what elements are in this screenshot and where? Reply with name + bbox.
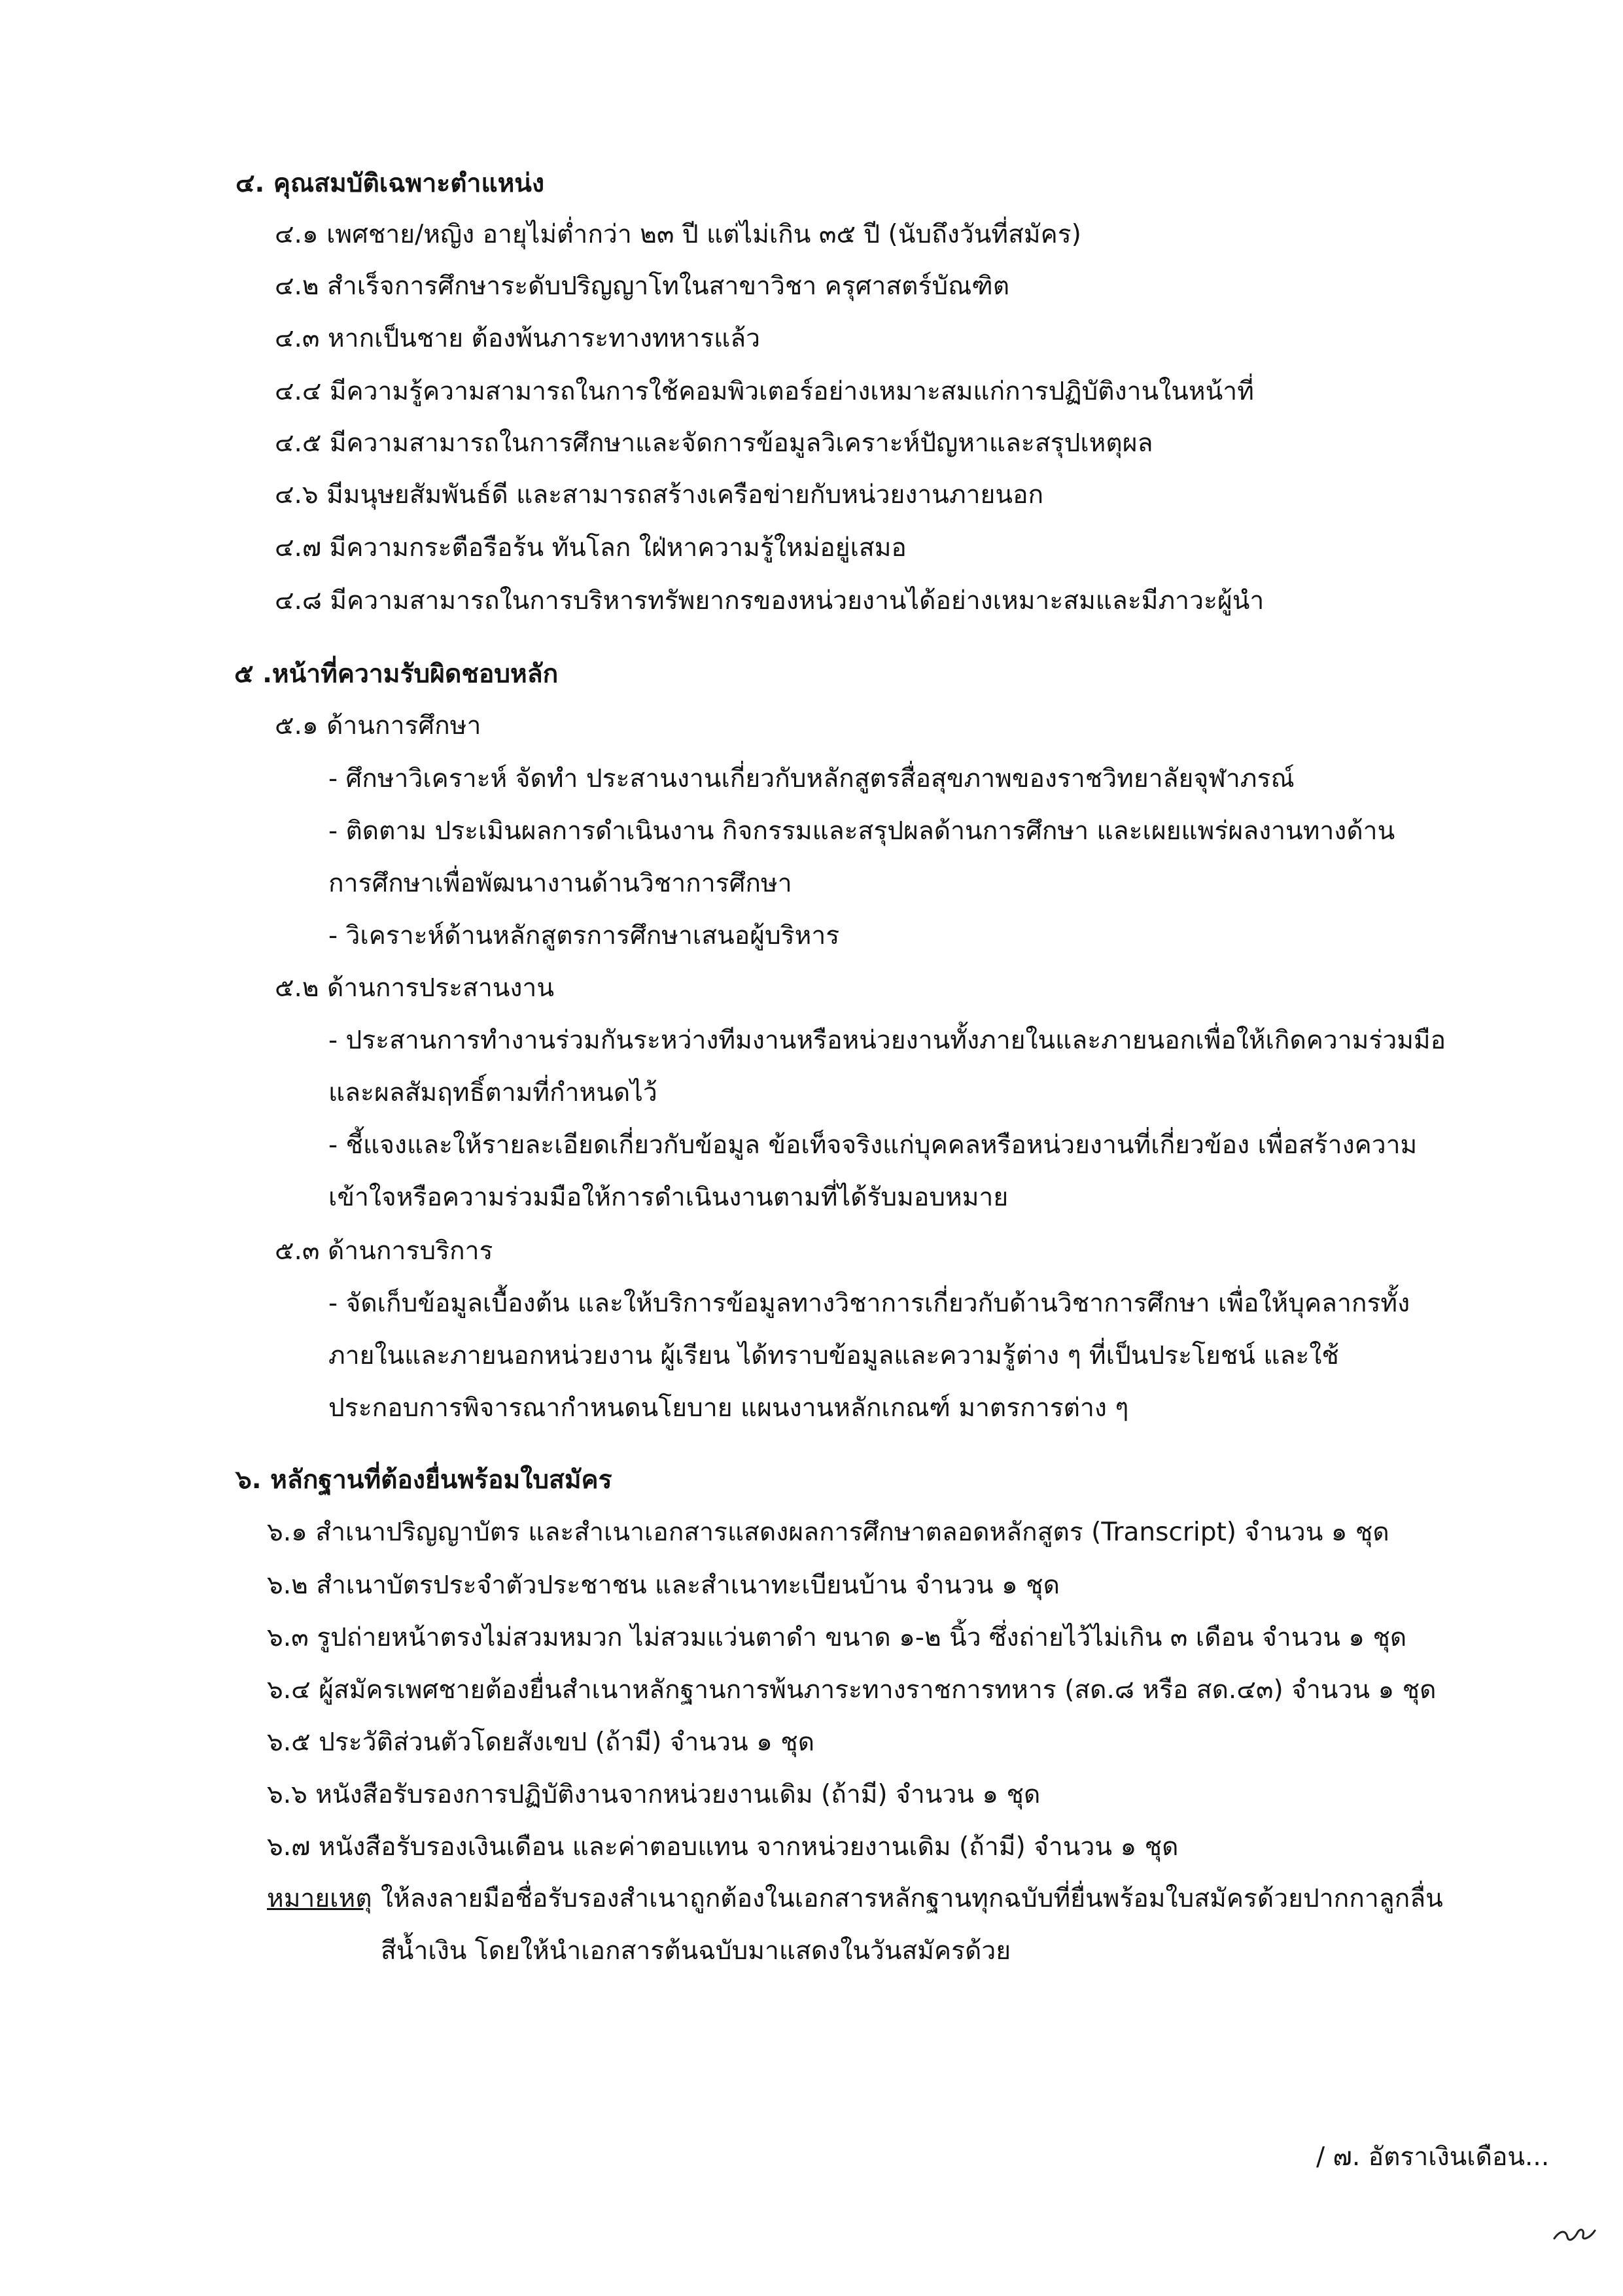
duty-line: - ชี้แจงและให้รายละเอียดเกี่ยวกับข้อมูล ข้อเท็จจริงแก่บุคคลหรือหน่วยงานที่เกี่ยวข้อง เพื่อสร้างความ (328, 1130, 1418, 1160)
duty-line: - ติดตาม ประเมินผลการดำเนินงาน กิจกรรมและสรุปผลด้านการศึกษา และเผยแพร่ผลงานทางด้าน (328, 816, 1395, 846)
qualification-item: ๔.๒ สำเร็จการศึกษาระดับปริญญาโทในสาขาวิชา ครุศาสตร์บัณฑิต (275, 271, 1010, 301)
document-item: ๖.๒ สำเนาบัตรประจำตัวประชาชน และสำเนาทะเบียนบ้าน จำนวน ๑ ชุด (267, 1571, 1060, 1600)
qualification-item: ๔.๓ หากเป็นชาย ต้องพ้นภาระทางทหารแล้ว (275, 324, 761, 353)
subsection-title: ๕.๒ ด้านการประสานงาน (275, 973, 554, 1003)
section-6-heading: ๖. หลักฐานที่ต้องยื่นพร้อมใบสมัคร (236, 1465, 612, 1495)
page-continuation: / ๗. อัตราเงินเดือน... (1316, 2142, 1550, 2172)
document-item: ๖.๓ รูปถ่ายหน้าตรงไม่สวมหมวก ไม่สวมแว่นตาดำ ขนาด ๑-๒ นิ้ว ซึ่งถ่ายไว้ไม่เกิน ๓ เดือน จำนวน ๑ ชุด (267, 1623, 1407, 1652)
note-line: ให้ลงลายมือชื่อรับรองสำเนาถูกต้องในเอกสารหลักฐานทุกฉบับที่ยื่นพร้อมใบสมัครด้วยปากกาลูกลื่น (381, 1884, 1443, 1913)
qualification-item: ๔.๕ มีความสามารถในการศึกษาและจัดการข้อมูลวิเคราะห์ปัญหาและสรุปเหตุผล (275, 428, 1153, 458)
note-line: สีน้ำเงิน โดยให้นำเอกสารต้นฉบับมาแสดงในวันสมัครด้วย (381, 1936, 1011, 1966)
document-item: ๖.๔ ผู้สมัครเพศชายต้องยื่นสำเนาหลักฐานการพ้นภาระทางราชการทหาร (สด.๘ หรือ สด.๔๓) จำนวน ๑ ชุด (267, 1675, 1437, 1705)
duty-line: ภายในและภายนอกหน่วยงาน ผู้เรียน ได้ทราบข้อมูลและความรู้ต่าง ๆ ที่เป็นประโยชน์ และใช้ (328, 1341, 1339, 1370)
duty-line: - ประสานการทำงานร่วมกันระหว่างทีมงานหรือหน่วยงานทั้งภายในและภายนอกเพื่อให้เกิดความร่วมมือ (328, 1026, 1446, 1055)
section-5-heading: ๕ .หน้าที่ความรับผิดชอบหลัก (234, 659, 559, 689)
duty-line: - วิเคราะห์ด้านหลักสูตรการศึกษาเสนอผู้บริหาร (328, 921, 840, 950)
subsection-title: ๕.๓ ด้านการบริการ (275, 1236, 493, 1266)
duty-line: และผลสัมฤทธิ์ตามที่กำหนดไว้ (328, 1078, 657, 1107)
document-item: ๖.๑ สำเนาปริญญาบัตร และสำเนาเอกสารแสดงผลการศึกษาตลอดหลักสูตร (Transcript) จำนวน ๑ ชุด (267, 1518, 1389, 1547)
duty-line: การศึกษาเพื่อพัฒนางานด้านวิชาการศึกษา (328, 869, 792, 898)
document-item: ๖.๕ ประวัติส่วนตัวโดยสังเขป (ถ้ามี) จำนวน ๑ ชุด (267, 1728, 815, 1757)
note-label: หมายเหตุ (267, 1884, 372, 1913)
qualification-item: ๔.๑ เพศชาย/หญิง อายุไม่ต่ำกว่า ๒๓ ปี แต่ไม่เกิน ๓๕ ปี (นับถึงวันที่สมัคร) (275, 220, 1081, 249)
duty-line: - ศึกษาวิเคราะห์ จัดทำ ประสานงานเกี่ยวกับหลักสูตรสื่อสุขภาพของราชวิทยาลัยจุฬาภรณ์ (328, 764, 1295, 793)
document-item: ๖.๖ หนังสือรับรองการปฏิบัติงานจากหน่วยงานเดิม (ถ้ามี) จำนวน ๑ ชุด (267, 1780, 1041, 1809)
qualification-item: ๔.๖ มีมนุษยสัมพันธ์ดี และสามารถสร้างเครือข่ายกับหน่วยงานภายนอก (275, 480, 1044, 510)
qualification-item: ๔.๔ มีความรู้ความสามารถในการใช้คอมพิวเตอร์อย่างเหมาะสมแก่การปฏิบัติงานในหน้าที่ (275, 377, 1254, 406)
duty-line: ประกอบการพิจารณากำหนดนโยบาย แผนงานหลักเกณฑ์ มาตรการต่าง ๆ (328, 1393, 1129, 1423)
subsection-title: ๕.๑ ด้านการศึกษา (275, 711, 481, 740)
duty-line: - จัดเก็บข้อมูลเบื้องต้น และให้บริการข้อมูลทางวิชาการเกี่ยวกับด้านวิชาการศึกษา เพื่อให้บุคลากรทั้ง (328, 1289, 1410, 1318)
qualification-item: ๔.๗ มีความกระตือรือร้น ทันโลก ใฝ่หาความรู้ใหม่อยู่เสมอ (275, 533, 907, 563)
qualification-item: ๔.๘ มีความสามารถในการบริหารทรัพยากรของหน่วยงานได้อย่างเหมาะสมและมีภาวะผู้นำ (275, 586, 1265, 616)
document-item: ๖.๗ หนังสือรับรองเงินเดือน และค่าตอบแทน จากหน่วยงานเดิม (ถ้ามี) จำนวน ๑ ชุด (267, 1832, 1179, 1862)
section-4-heading: ๔. คุณสมบัติเฉพาะตำแหน่ง (236, 169, 544, 198)
duty-line: เข้าใจหรือความร่วมมือให้การดำเนินงานตามที่ได้รับมอบหมาย (328, 1183, 1009, 1212)
initials-mark-icon (1552, 2223, 1597, 2246)
